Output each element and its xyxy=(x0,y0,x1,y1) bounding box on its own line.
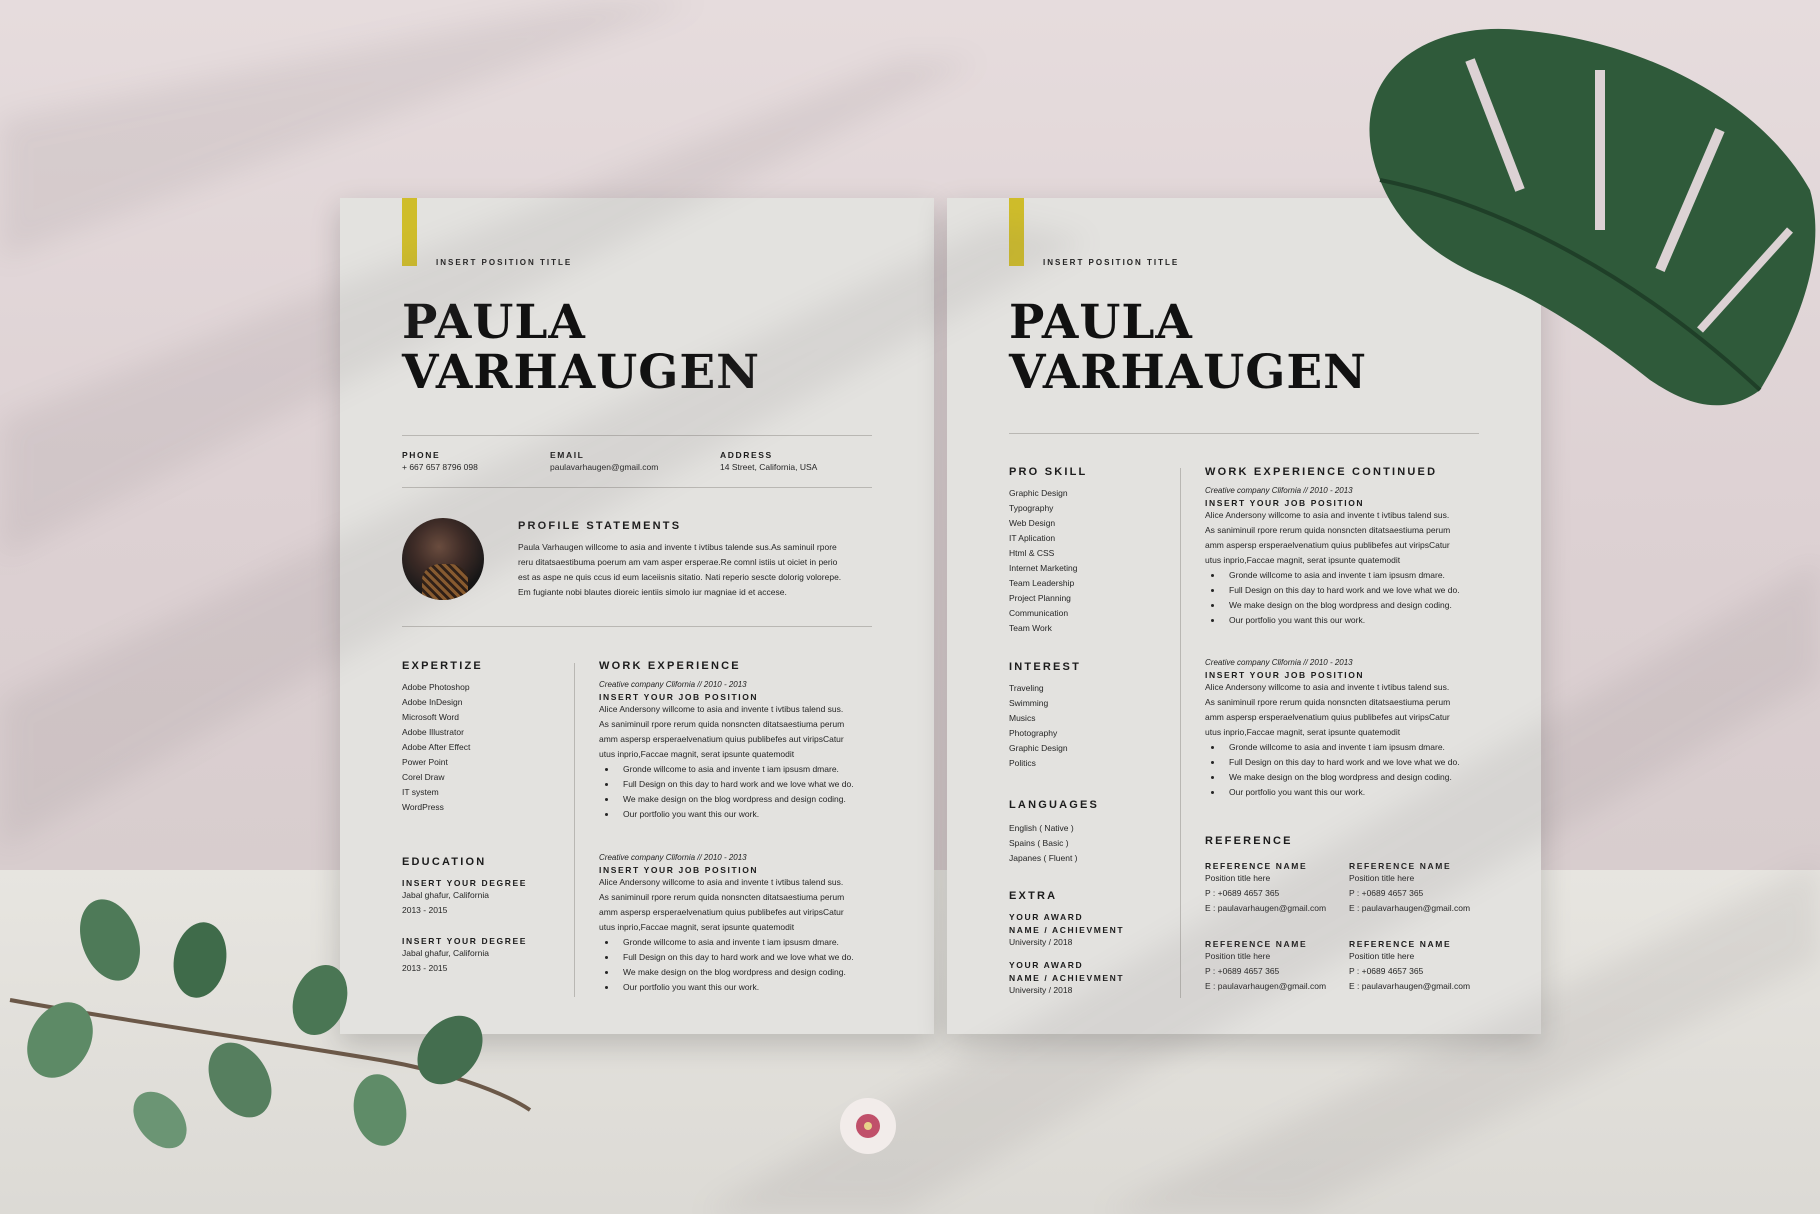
position-title: INSERT POSITION TITLE xyxy=(1043,258,1180,267)
job-position: INSERT YOUR JOB POSITION xyxy=(599,865,759,875)
language-item: English ( Native ) xyxy=(1009,823,1074,833)
job-line: amm aspersp ersperaelvenatium quius publibefes aut viripsCatur xyxy=(1205,712,1450,722)
expertize-item: IT system xyxy=(402,787,439,797)
job-line: As saniminuil rpore rerum quida nonsncten ditatsaestiuma perum xyxy=(1205,525,1451,535)
pro-skill-item: Html & CSS xyxy=(1009,548,1055,558)
job-line: Alice Andersony willcome to asia and invente t ivtibus talend sus. xyxy=(599,877,844,887)
divider xyxy=(402,626,872,627)
resume-page-1 xyxy=(340,198,934,1034)
job-bullets xyxy=(1205,740,1525,800)
bullet-item: • Our portfolio you want this our work. xyxy=(617,807,919,822)
pro-skill-item: Graphic Design xyxy=(1009,488,1068,498)
award-entry xyxy=(1009,960,1124,998)
pro-skill-item: Web Design xyxy=(1009,518,1056,528)
pro-skill-item: Communication xyxy=(1009,608,1069,618)
education-entry xyxy=(402,878,527,918)
job-company: Creative company Clifornia // 2010 - 2013 xyxy=(1205,658,1353,667)
accent-bar xyxy=(1009,198,1024,266)
interest-heading: INTEREST xyxy=(1009,661,1081,673)
profile-line: Paula Varhaugen willcome to asia and invente t ivtibus talende sus.As saminuil rpore xyxy=(518,542,837,552)
accent-bar xyxy=(402,198,417,266)
award-line1: YOUR AWARD xyxy=(1009,912,1084,922)
reference-email: E : paulavarhaugen@gmail.com xyxy=(1349,981,1471,991)
interest-item: Photography xyxy=(1009,728,1058,738)
award-line2: NAME / ACHIEVMENT xyxy=(1009,925,1125,935)
job-entry xyxy=(599,853,919,995)
bullet-item: • Full Design on this day to hard work and we love what we do. xyxy=(1223,755,1525,770)
pro-skill-item: Typography xyxy=(1009,503,1054,513)
bullet-item: • Full Design on this day to hard work and we love what we do. xyxy=(617,777,919,792)
job-position: INSERT YOUR JOB POSITION xyxy=(599,692,759,702)
job-line: As saniminuil rpore rerum quida nonsncten ditatsaestiuma perum xyxy=(1205,697,1451,707)
job-line: utus inprio,Faccae magnit, serat ipsunte quatemodit xyxy=(1205,727,1401,737)
email-label: EMAIL xyxy=(550,450,585,460)
phone-label: PHONE xyxy=(402,450,441,460)
phone-value: + 667 657 8796 098 xyxy=(402,462,478,472)
work-heading: WORK EXPERIENCE xyxy=(599,660,741,672)
reference-email: E : paulavarhaugen@gmail.com xyxy=(1349,903,1471,913)
reference-title: Position title here xyxy=(1349,951,1415,961)
profile-line: reru ditatsaestibuma poerum am vam asper ersperae.Re comnl istiis ut oiciet in perio xyxy=(518,557,838,567)
bullet-item: • Gronde willcome to asia and invente t iam ipsusm dmare. xyxy=(617,762,919,777)
interest-item: Swimming xyxy=(1009,698,1049,708)
job-line: As saniminuil rpore rerum quida nonsncten ditatsaestiuma perum xyxy=(599,892,845,902)
award-year: University / 2018 xyxy=(1009,985,1073,995)
pro-skill-item: Team Work xyxy=(1009,623,1052,633)
job-bullets xyxy=(599,762,919,822)
bullet-item: • Our portfolio you want this our work. xyxy=(1223,613,1525,628)
resume-page-2 xyxy=(947,198,1541,1034)
name-line-last: VARHAUGEN xyxy=(402,345,761,400)
reference-phone: P : +0689 4657 365 xyxy=(1349,966,1424,976)
interest-item: Politics xyxy=(1009,758,1036,768)
job-position: INSERT YOUR JOB POSITION xyxy=(1205,498,1365,508)
name-line-first: PAULA xyxy=(1009,295,1193,350)
pro-skill-item: Project Planning xyxy=(1009,593,1071,603)
education-heading: EDUCATION xyxy=(402,856,487,868)
award-entry xyxy=(1009,912,1124,950)
degree: INSERT YOUR DEGREE xyxy=(402,936,527,946)
divider xyxy=(1009,433,1479,434)
degree: INSERT YOUR DEGREE xyxy=(402,878,527,888)
expertize-item: Adobe Illustrator xyxy=(402,727,464,737)
languages-list xyxy=(1009,821,1078,866)
job-line: As saniminuil rpore rerum quida nonsncten ditatsaestiuma perum xyxy=(599,719,845,729)
reference-title: Position title here xyxy=(1349,873,1415,883)
expertize-item: Corel Draw xyxy=(402,772,445,782)
years: 2013 - 2015 xyxy=(402,905,448,915)
job-line: amm aspersp ersperaelvenatium quius publibefes aut viripsCatur xyxy=(599,734,844,744)
job-entry xyxy=(1205,486,1525,628)
candidate-name xyxy=(402,295,761,400)
job-entry xyxy=(599,680,919,822)
job-company: Creative company Clifornia // 2010 - 2013 xyxy=(599,853,747,862)
school: Jabal ghafur, California xyxy=(402,890,489,900)
bullet-item: • Gronde willcome to asia and invente t iam ipsusm dmare. xyxy=(1223,568,1525,583)
job-line: utus inprio,Faccae magnit, serat ipsunte quatemodit xyxy=(599,922,795,932)
language-item: Japanes ( Fluent ) xyxy=(1009,853,1078,863)
reference-email: E : paulavarhaugen@gmail.com xyxy=(1205,903,1327,913)
expertize-item: WordPress xyxy=(402,802,444,812)
bullet-item: • Our portfolio you want this our work. xyxy=(1223,785,1525,800)
job-company: Creative company Clifornia // 2010 - 2013 xyxy=(1205,486,1353,495)
expertize-item: Microsoft Word xyxy=(402,712,459,722)
contact-phone xyxy=(402,450,478,475)
reference-phone: P : +0689 4657 365 xyxy=(1205,966,1280,976)
language-item: Spains ( Basic ) xyxy=(1009,838,1069,848)
address-value: 14 Street, California, USA xyxy=(720,462,818,472)
candidate-name xyxy=(1009,295,1368,400)
interest-list xyxy=(1009,681,1068,771)
divider xyxy=(402,487,872,488)
job-bullets xyxy=(1205,568,1525,628)
bullet-item: • We make design on the blog wordpress and design coding. xyxy=(617,792,919,807)
bullet-item: • Gronde willcome to asia and invente t iam ipsusm dmare. xyxy=(617,935,919,950)
expertize-heading: EXPERTIZE xyxy=(402,660,483,672)
divider xyxy=(402,435,872,436)
column-divider xyxy=(574,663,575,997)
reference-phone: P : +0689 4657 365 xyxy=(1205,888,1280,898)
years: 2013 - 2015 xyxy=(402,963,448,973)
reference-name: REFERENCE NAME xyxy=(1205,861,1308,871)
languages-heading: LANGUAGES xyxy=(1009,799,1100,811)
job-line: Alice Andersony willcome to asia and invente t ivtibus talend sus. xyxy=(1205,510,1450,520)
bullet-item: • Gronde willcome to asia and invente t iam ipsusm dmare. xyxy=(1223,740,1525,755)
pro-skill-item: IT Aplication xyxy=(1009,533,1056,543)
reference-name: REFERENCE NAME xyxy=(1205,939,1308,949)
job-entry xyxy=(1205,658,1525,800)
profile-line: est as aspe ne quis ccus id eum laceiisnis sitatio. Nati reperio sescte dolorig volorepe. xyxy=(518,572,842,582)
pro-skill-heading: PRO SKILL xyxy=(1009,466,1088,478)
reference-entry xyxy=(1349,939,1470,994)
expertize-list xyxy=(402,680,470,815)
pro-skill-list xyxy=(1009,486,1078,636)
job-line: amm aspersp ersperaelvenatium quius publibefes aut viripsCatur xyxy=(599,907,844,917)
reference-name: REFERENCE NAME xyxy=(1349,939,1452,949)
contact-address xyxy=(720,450,817,475)
extra-heading: EXTRA xyxy=(1009,890,1058,902)
reference-title: Position title here xyxy=(1205,873,1271,883)
interest-item: Traveling xyxy=(1009,683,1044,693)
reference-email: E : paulavarhaugen@gmail.com xyxy=(1205,981,1327,991)
job-line: Alice Andersony willcome to asia and invente t ivtibus talend sus. xyxy=(1205,682,1450,692)
profile-line: Em fugiante nobi blautes dioreic ientiis simolo iur magniae id et accese. xyxy=(518,587,787,597)
profile-text xyxy=(518,540,878,600)
name-line-last: VARHAUGEN xyxy=(1009,345,1368,400)
pro-skill-item: Internet Marketing xyxy=(1009,563,1078,573)
pro-skill-item: Team Leadership xyxy=(1009,578,1075,588)
expertize-item: Adobe Photoshop xyxy=(402,682,470,692)
job-line: utus inprio,Faccae magnit, serat ipsunte quatemodit xyxy=(1205,555,1401,565)
reference-heading: REFERENCE xyxy=(1205,835,1293,847)
school: Jabal ghafur, California xyxy=(402,948,489,958)
bullet-item: • Full Design on this day to hard work and we love what we do. xyxy=(617,950,919,965)
bullet-item: • We make design on the blog wordpress and design coding. xyxy=(1223,770,1525,785)
education-entry xyxy=(402,936,527,976)
address-label: ADDRESS xyxy=(720,450,773,460)
email-value: paulavarhaugen@gmail.com xyxy=(550,462,659,472)
award-year: University / 2018 xyxy=(1009,937,1073,947)
expertize-item: Adobe InDesign xyxy=(402,697,463,707)
job-line: Alice Andersony willcome to asia and invente t ivtibus talend sus. xyxy=(599,704,844,714)
expertize-item: Power Point xyxy=(402,757,448,767)
contact-email xyxy=(550,450,658,475)
reference-title: Position title here xyxy=(1205,951,1271,961)
work-continued-heading: WORK EXPERIENCE CONTINUED xyxy=(1205,466,1438,478)
interest-item: Musics xyxy=(1009,713,1036,723)
bullet-item: • We make design on the blog wordpress and design coding. xyxy=(617,965,919,980)
reference-phone: P : +0689 4657 365 xyxy=(1349,888,1424,898)
award-line1: YOUR AWARD xyxy=(1009,960,1084,970)
column-divider xyxy=(1180,468,1181,998)
job-line: utus inprio,Faccae magnit, serat ipsunte quatemodit xyxy=(599,749,795,759)
award-line2: NAME / ACHIEVMENT xyxy=(1009,973,1125,983)
job-company: Creative company Clifornia // 2010 - 2013 xyxy=(599,680,747,689)
bullet-item: • Our portfolio you want this our work. xyxy=(617,980,919,995)
profile-photo xyxy=(402,518,484,600)
bullet-item: • Full Design on this day to hard work and we love what we do. xyxy=(1223,583,1525,598)
job-position: INSERT YOUR JOB POSITION xyxy=(1205,670,1365,680)
job-line: amm aspersp ersperaelvenatium quius publibefes aut viripsCatur xyxy=(1205,540,1450,550)
reference-entry xyxy=(1349,861,1470,916)
interest-item: Graphic Design xyxy=(1009,743,1068,753)
profile-heading: PROFILE STATEMENTS xyxy=(518,520,682,532)
expertize-item: Adobe After Effect xyxy=(402,742,471,752)
name-line-first: PAULA xyxy=(402,295,586,350)
reference-name: REFERENCE NAME xyxy=(1349,861,1452,871)
reference-entry xyxy=(1205,939,1326,994)
bullet-item: • We make design on the blog wordpress and design coding. xyxy=(1223,598,1525,613)
position-title: INSERT POSITION TITLE xyxy=(436,258,573,267)
job-bullets xyxy=(599,935,919,995)
reference-entry xyxy=(1205,861,1326,916)
